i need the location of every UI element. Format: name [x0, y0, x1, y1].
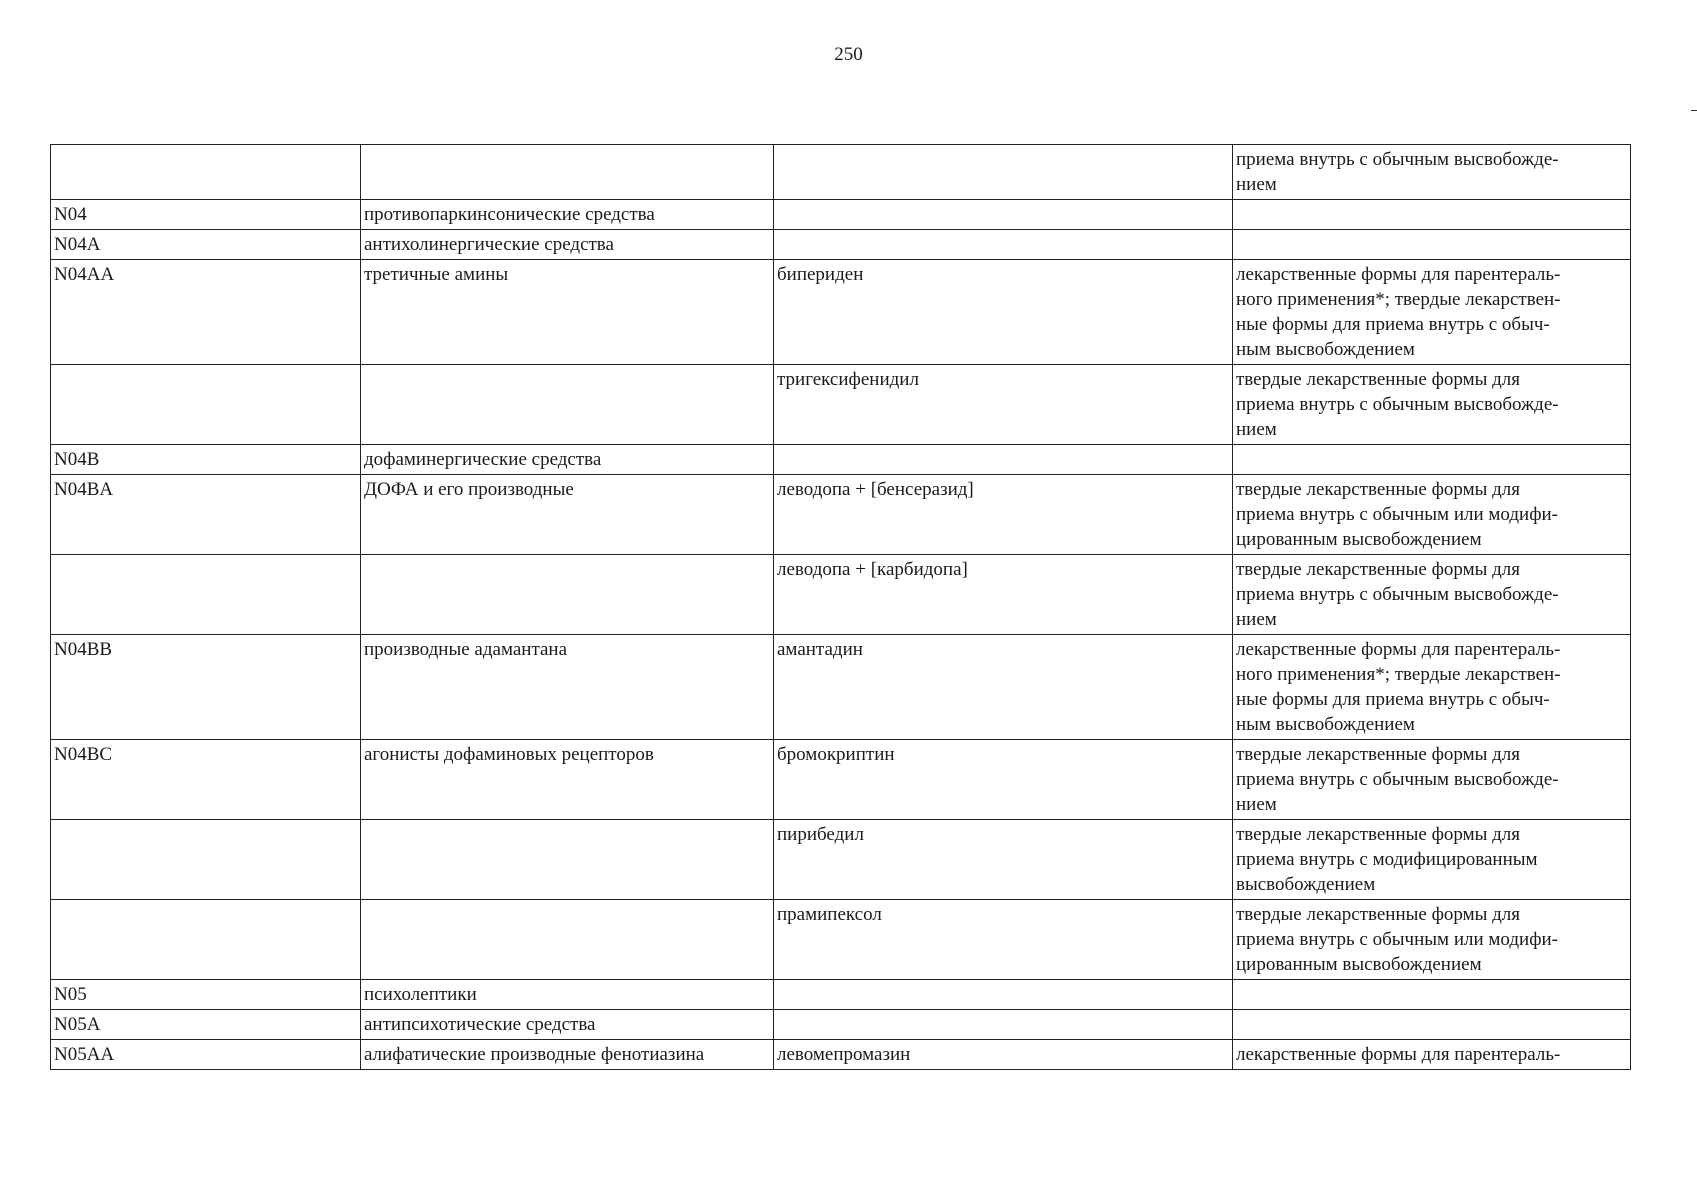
dosage-form-cell — [1233, 200, 1631, 230]
atc-code-cell: N04A — [51, 230, 361, 260]
drug-table-body — [51, 145, 1631, 1070]
group-name-cell: производные адамантана — [361, 635, 774, 740]
table-row — [51, 475, 1631, 555]
group-name-cell: антипсихотические средства — [361, 1010, 774, 1040]
table-row — [51, 980, 1631, 1010]
atc-code-cell: N05AA — [51, 1040, 361, 1070]
drug-name-cell: пирибедил — [774, 820, 1233, 900]
table-row — [51, 820, 1631, 900]
group-name-cell: третичные амины — [361, 260, 774, 365]
group-name-cell — [361, 365, 774, 445]
dosage-form-cell: твердые лекарственные формы для приема внутрь с обычным высвобожде- нием — [1233, 365, 1631, 445]
drug-name-cell: амантадин — [774, 635, 1233, 740]
group-name-cell: дофаминергические средства — [361, 445, 774, 475]
table-row — [51, 1010, 1631, 1040]
dosage-form-cell: твердые лекарственные формы для приема внутрь с обычным высвобожде- нием — [1233, 555, 1631, 635]
atc-code-cell — [51, 365, 361, 445]
dosage-form-cell: твердые лекарственные формы для приема внутрь с модифицированным высвобождением — [1233, 820, 1631, 900]
drug-name-cell: тригексифенидил — [774, 365, 1233, 445]
drug-table — [50, 144, 1631, 1070]
table-row — [51, 365, 1631, 445]
atc-code-cell: N04BA — [51, 475, 361, 555]
dosage-form-cell: твердые лекарственные формы для приема внутрь с обычным высвобожде- нием — [1233, 740, 1631, 820]
dosage-form-cell — [1233, 1010, 1631, 1040]
group-name-cell: психолептики — [361, 980, 774, 1010]
dosage-form-cell: лекарственные формы для парентераль- — [1233, 1040, 1631, 1070]
dosage-form-cell — [1233, 980, 1631, 1010]
group-name-cell — [361, 555, 774, 635]
atc-code-cell — [51, 145, 361, 200]
atc-code-cell: N05 — [51, 980, 361, 1010]
group-name-cell — [361, 820, 774, 900]
margin-mark — [1691, 110, 1697, 111]
dosage-form-cell: лекарственные формы для парентераль- ного применения*; твердые лекарствен- ные формы для приема внутрь с обыч- ным высвобождением — [1233, 260, 1631, 365]
dosage-form-cell: приема внутрь с обычным высвобожде- нием — [1233, 145, 1631, 200]
dosage-form-cell — [1233, 445, 1631, 475]
drug-name-cell: бромокриптин — [774, 740, 1233, 820]
group-name-cell — [361, 900, 774, 980]
drug-name-cell — [774, 145, 1233, 200]
atc-code-cell: N05A — [51, 1010, 361, 1040]
table-row — [51, 260, 1631, 365]
table-row — [51, 740, 1631, 820]
drug-name-cell: леводопа + [карбидопа] — [774, 555, 1233, 635]
atc-code-cell: N04B — [51, 445, 361, 475]
drug-name-cell: левомепромазин — [774, 1040, 1233, 1070]
table-row — [51, 200, 1631, 230]
table-row — [51, 900, 1631, 980]
atc-code-cell: N04 — [51, 200, 361, 230]
group-name-cell: агонисты дофаминовых рецепторов — [361, 740, 774, 820]
page-number: 250 — [834, 44, 863, 65]
table-row — [51, 635, 1631, 740]
drug-name-cell — [774, 445, 1233, 475]
atc-code-cell — [51, 820, 361, 900]
group-name-cell — [361, 145, 774, 200]
group-name-cell: противопаркинсонические средства — [361, 200, 774, 230]
drug-name-cell — [774, 200, 1233, 230]
atc-code-cell: N04BC — [51, 740, 361, 820]
table-row — [51, 1040, 1631, 1070]
atc-code-cell: N04AA — [51, 260, 361, 365]
drug-name-cell: прамипексол — [774, 900, 1233, 980]
dosage-form-cell: лекарственные формы для парентераль- ного применения*; твердые лекарствен- ные формы для приема внутрь с обыч- ным высвобождением — [1233, 635, 1631, 740]
atc-code-cell: N04BB — [51, 635, 361, 740]
drug-name-cell — [774, 230, 1233, 260]
group-name-cell: антихолинергические средства — [361, 230, 774, 260]
dosage-form-cell — [1233, 230, 1631, 260]
dosage-form-cell: твердые лекарственные формы для приема внутрь с обычным или модифи- цированным высвобождением — [1233, 475, 1631, 555]
group-name-cell: алифатические производные фенотиазина — [361, 1040, 774, 1070]
drug-name-cell: леводопа + [бенсеразид] — [774, 475, 1233, 555]
table-row — [51, 445, 1631, 475]
drug-name-cell — [774, 1010, 1233, 1040]
table-row — [51, 230, 1631, 260]
group-name-cell: ДОФА и его производные — [361, 475, 774, 555]
atc-code-cell — [51, 555, 361, 635]
table-row — [51, 145, 1631, 200]
drug-name-cell — [774, 980, 1233, 1010]
table-row — [51, 555, 1631, 635]
atc-code-cell — [51, 900, 361, 980]
dosage-form-cell: твердые лекарственные формы для приема внутрь с обычным или модифи- цированным высвобождением — [1233, 900, 1631, 980]
drug-name-cell: бипериден — [774, 260, 1233, 365]
